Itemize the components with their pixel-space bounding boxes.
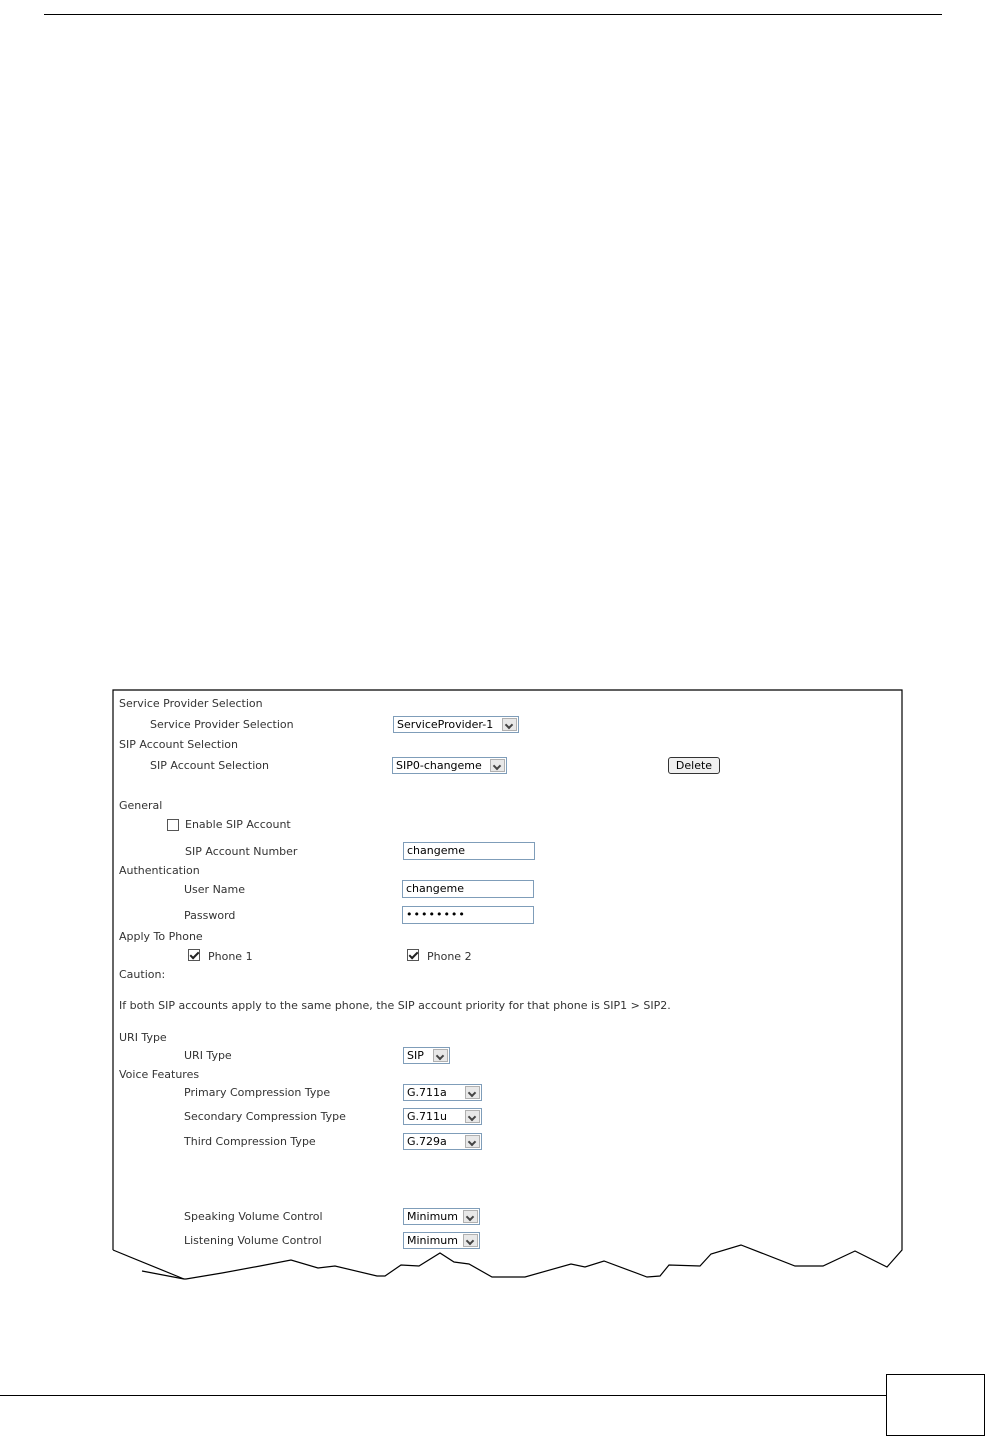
secondary-compression-select[interactable]	[403, 1108, 482, 1125]
chevron-down-icon	[463, 1234, 478, 1247]
chevron-down-icon	[463, 1210, 478, 1223]
listening-volume-select[interactable]	[403, 1232, 480, 1249]
speaking-volume-select[interactable]	[403, 1208, 480, 1225]
caution-text: If both SIP accounts apply to the same phone, the SIP account priority for that phone is SIP1 > SIP2.	[119, 999, 671, 1012]
service-provider-label: Service Provider Selection	[150, 718, 294, 731]
enable-sip-checkbox[interactable]	[167, 819, 179, 831]
uri-type-label: URI Type	[184, 1049, 232, 1062]
primary-compression-value: G.711a	[407, 1086, 447, 1099]
section-uri-type: URI Type	[119, 1031, 167, 1044]
secondary-compression-value: G.711u	[407, 1110, 447, 1123]
third-compression-value: G.729a	[407, 1135, 447, 1148]
listening-volume-value: Minimum	[407, 1234, 458, 1247]
section-caution: Caution:	[119, 968, 166, 981]
sip-account-select[interactable]	[392, 757, 507, 774]
section-voice-features: Voice Features	[119, 1068, 200, 1081]
section-service-provider: Service Provider Selection	[119, 697, 263, 710]
section-authentication: Authentication	[119, 864, 200, 877]
password-input[interactable]: ••••••••	[402, 906, 534, 924]
third-compression-select[interactable]	[403, 1133, 482, 1150]
user-name-label: User Name	[184, 883, 246, 896]
service-provider-value: ServiceProvider-1	[397, 718, 494, 731]
header-rule	[44, 14, 942, 15]
service-provider-select[interactable]	[393, 716, 519, 733]
listening-volume-label: Listening Volume Control	[184, 1234, 322, 1247]
uri-type-select[interactable]	[403, 1047, 450, 1064]
delete-button[interactable]: Delete	[668, 757, 720, 774]
phone1-label: Phone 1	[208, 950, 253, 963]
sip-number-input[interactable]: changeme	[403, 842, 535, 860]
phone2-label: Phone 2	[427, 950, 472, 963]
chevron-down-icon	[465, 1135, 480, 1148]
third-compression-label: Third Compression Type	[184, 1135, 316, 1148]
secondary-compression-label: Secondary Compression Type	[184, 1110, 346, 1123]
chevron-down-icon	[465, 1086, 480, 1099]
section-apply-to-phone: Apply To Phone	[119, 930, 203, 943]
phone1-checkbox[interactable]	[188, 949, 200, 961]
section-sip-account: SIP Account Selection	[119, 738, 238, 751]
chevron-down-icon	[465, 1110, 480, 1123]
chevron-down-icon	[502, 718, 517, 731]
footer-rule	[0, 1395, 886, 1396]
chevron-down-icon	[490, 759, 505, 772]
speaking-volume-value: Minimum	[407, 1210, 458, 1223]
sip-number-label: SIP Account Number	[185, 845, 298, 858]
page-number-box	[886, 1374, 985, 1436]
sip-account-value: SIP0-changeme	[396, 759, 482, 772]
speaking-volume-label: Speaking Volume Control	[184, 1210, 323, 1223]
user-name-input[interactable]: changeme	[402, 880, 534, 898]
enable-sip-label: Enable SIP Account	[185, 818, 291, 831]
primary-compression-label: Primary Compression Type	[184, 1086, 331, 1099]
uri-type-value: SIP	[407, 1049, 424, 1062]
sip-account-label: SIP Account Selection	[150, 759, 269, 772]
password-label: Password	[184, 909, 236, 922]
phone2-checkbox[interactable]	[407, 949, 419, 961]
section-general: General	[119, 799, 163, 812]
torn-frame	[112, 689, 903, 1289]
primary-compression-select[interactable]	[403, 1084, 482, 1101]
chevron-down-icon	[433, 1049, 448, 1062]
sip-settings-screenshot	[112, 689, 903, 1289]
